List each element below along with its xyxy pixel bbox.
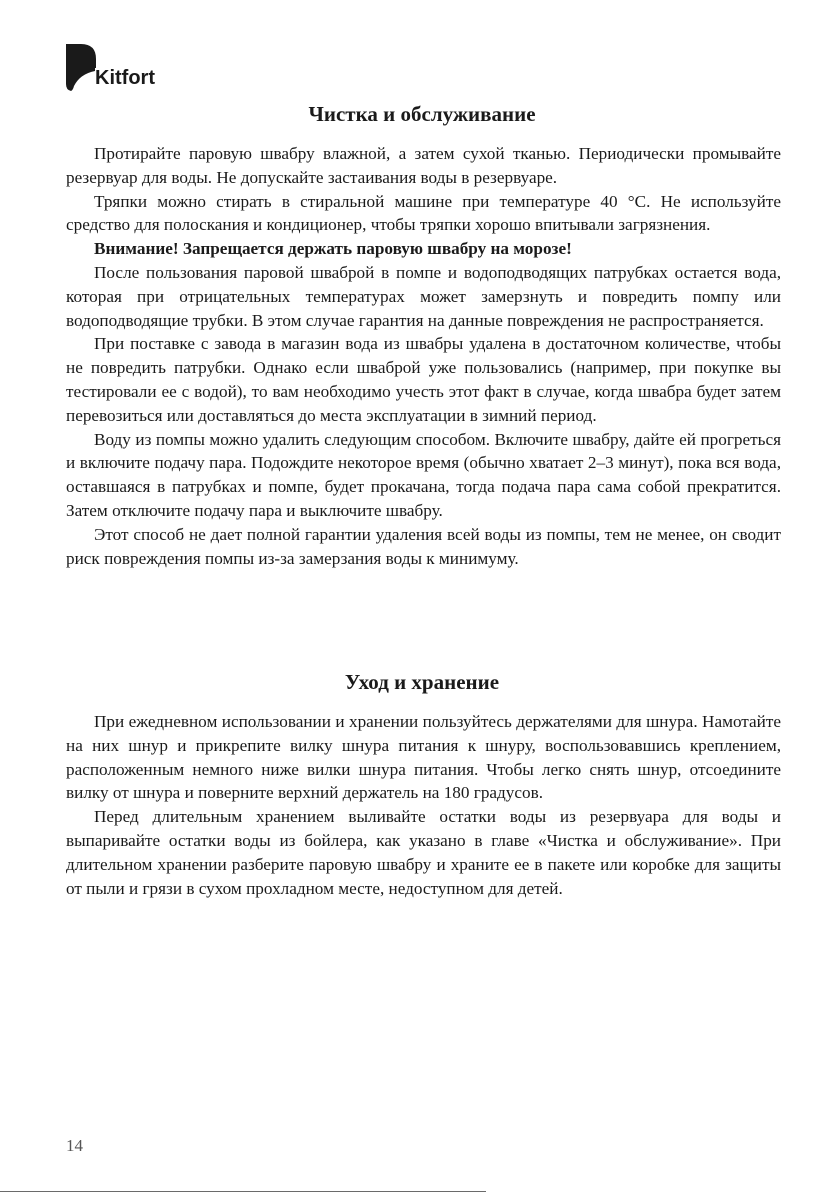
brand-logo [66,44,186,92]
paragraph: При поставке с завода в магазин вода из швабры удалена в достаточном количестве, чтобы не повредить патрубки. Однако если шваброй уже пользовались (например, при покупке вы тестировали ее с водой), то вам необходимо учесть этот факт в случае, когда швабра будет затем перевозиться или доставляться до места эксплуатации в зимний период. [66,334,781,425]
warning-text: Внимание! Запрещается держать паровую швабру на морозе! [94,239,572,259]
paragraph: Перед длительным хранением выливайте остатки воды из резервуара для воды и выпаривайте остатки воды из бойлера, как указано в главе «Чистка и обслуживание». При длительном хранении разберите паровую швабру и храните ее в пакете или коробке для защиты от пыли и грязи в сухом прохладном месте, недоступном для детей. [66,807,781,898]
page-number: 14 [66,1136,83,1155]
section-title-care-storage: Уход и хранение [344,670,500,694]
section-body-cleaning [66,142,781,570]
paragraph: Протирайте паровую швабру влажной, а затем сухой тканью. Периодически промывайте резервуар для воды. Не допускайте застаивания воды в резервуаре. [66,144,781,187]
section-body-care-storage [66,710,781,900]
brand-name: Kitfort [95,67,155,89]
bottom-divider [0,1191,486,1192]
paragraph: После пользования паровой шваброй в помпе и водоподводящих патрубках остается вода, которая при отрицательных температурах может замерзнуть и повредить помпу или водоподводящие трубки. В этом случае гарантия на данные повреждения не распространяется. [66,262,781,330]
section-title-cleaning: Чистка и обслуживание [308,102,536,126]
paragraph: Воду из помпы можно удалить следующим способом. Включите швабру, дайте ей прогреться и включите подачу пара. Подождите некоторое время (обычно хватает 2–3 минут), пока вся вода, оставшаяся в патрубках и помпе, будет прокачана, тогда подача пара сама собой прекратится. Затем отключите подачу пара и выключите швабру. [66,429,781,520]
paragraph: Тряпки можно стирать в стиральной машине при температуре 40 °С. Не используйте средство для полоскания и кондиционер, чтобы тряпки хорошо впитывали загрязнения. [66,191,781,235]
paragraph: При ежедневном использовании и хранении пользуйтесь держателями для шнура. Намотайте на них шнур и прикрепите вилку шнура питания к шнуру, воспользовавшись креплением, расположенным немного ниже вилки шнура питания. Чтобы легко снять шнур, отсоедините вилку от шнура и поверните верхний держатель на 180 градусов. [66,712,781,803]
kitfort-logo-mark-icon [66,44,96,92]
warning-paragraph [66,237,781,261]
paragraph: Этот способ не дает полной гарантии удаления всей воды из помпы, тем не менее, он сводит риск повреждения помпы из-за замерзания воды к минимуму. [66,524,781,568]
